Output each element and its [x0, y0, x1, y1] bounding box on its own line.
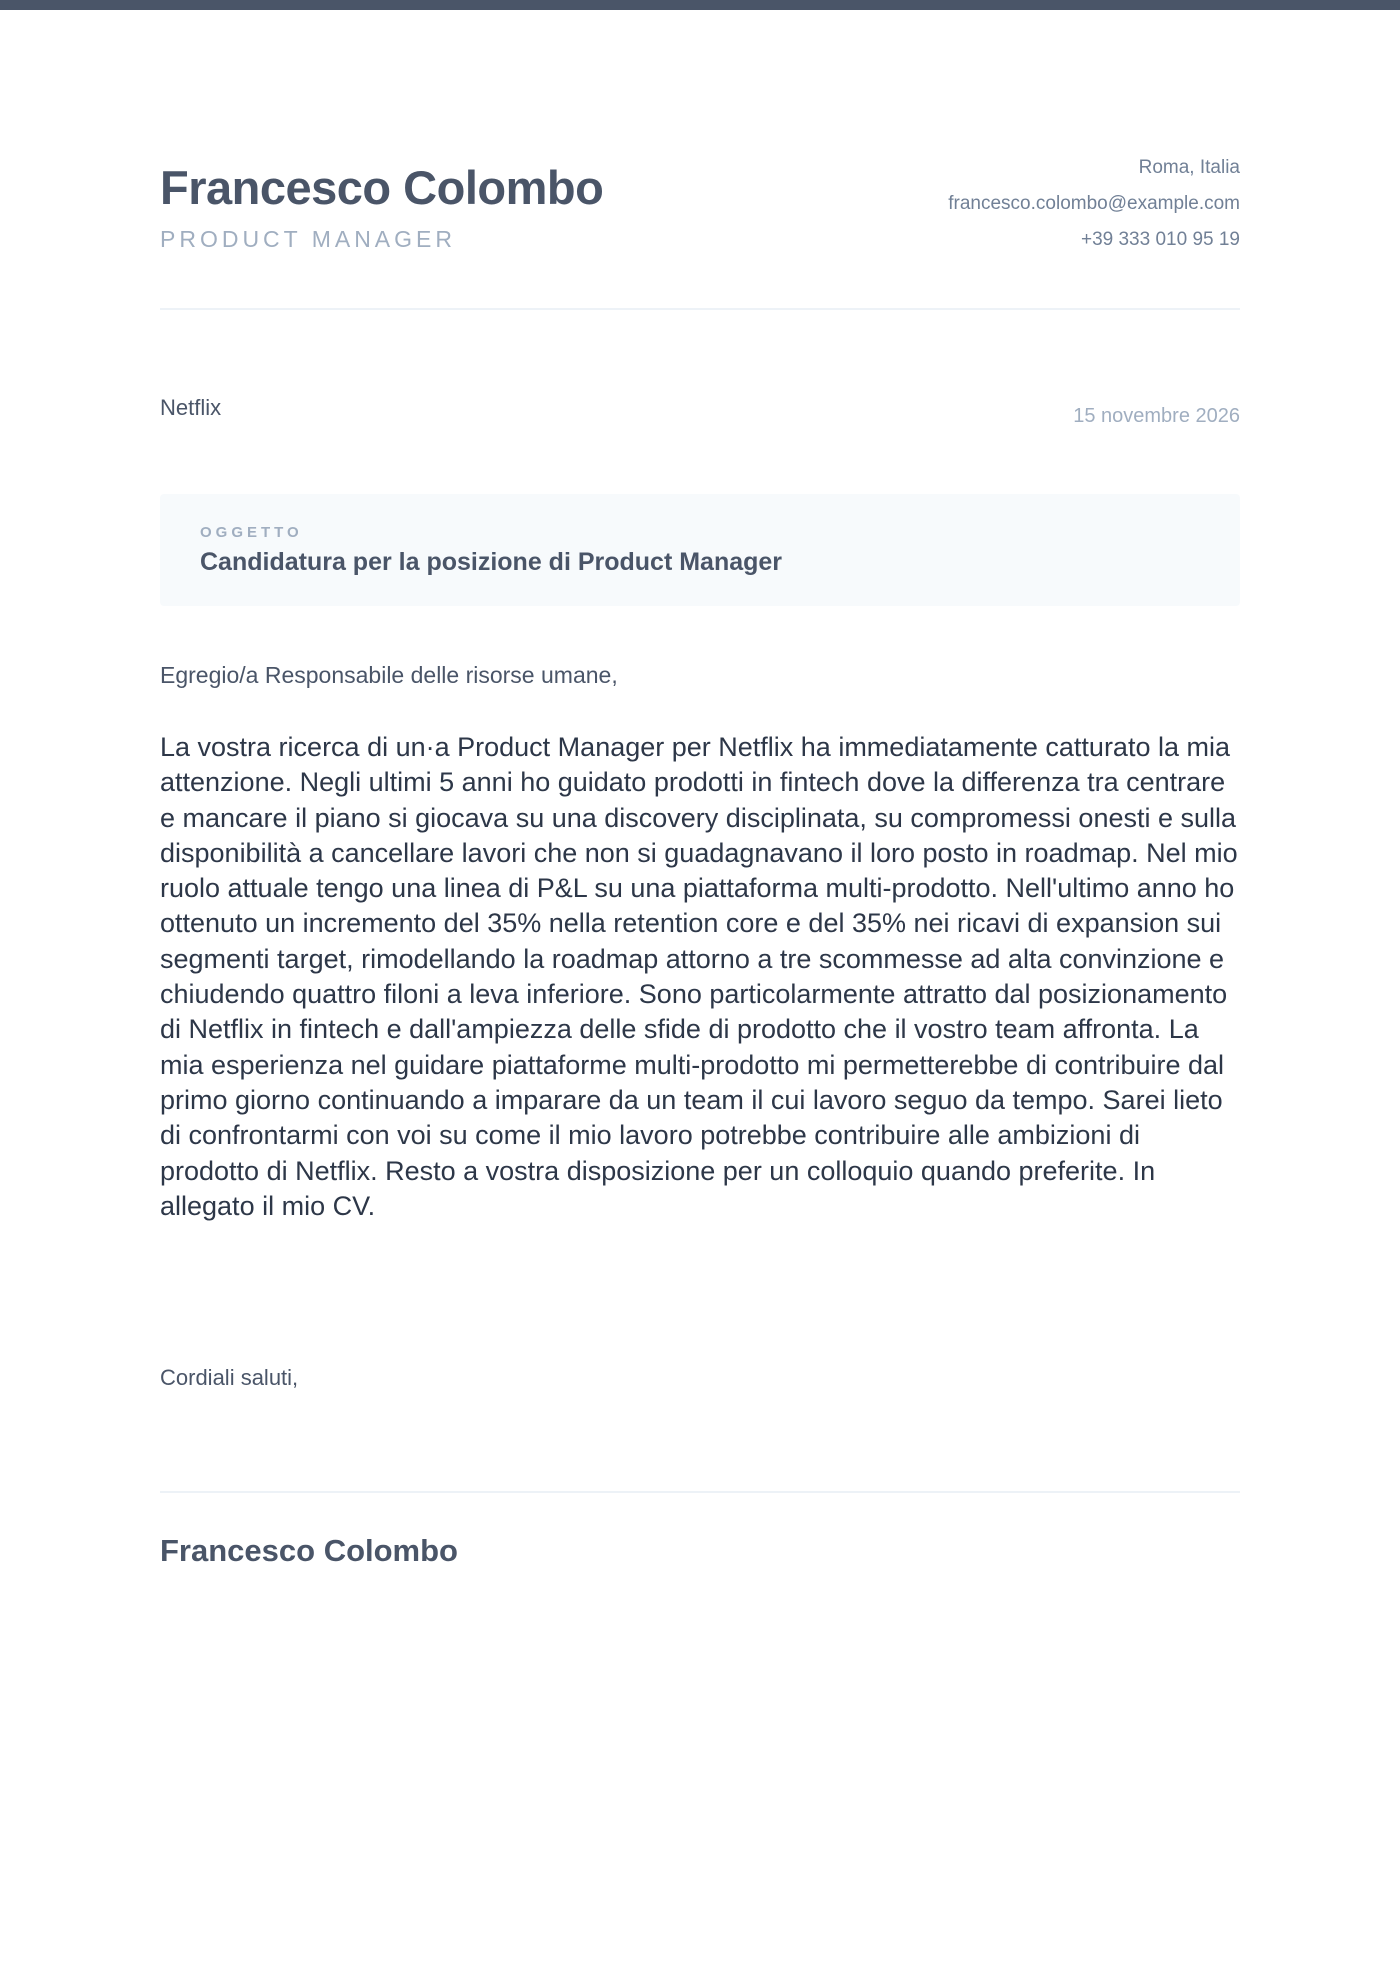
subject-label: OGGETTO [200, 524, 303, 541]
letter-closing: Cordiali saluti, [160, 1365, 299, 1390]
subject-box [160, 494, 1240, 606]
recipient-company: Netflix [160, 395, 222, 420]
letter-body: La vostra ricerca di un·a Product Manager per Netflix ha immediatamente catturato la mia attenzione. Negli ultimi 5 anni ho guidato prodotti in fintech dove la differenza tra centrare e mancare il piano si giocava su una discovery disciplinata, su compromessi onesti e sulla disponibilità a cancellare lavori che non si guadagnavano il loro posto in roadmap. Nel mio ruolo attuale tengo una linea di P&L su una piattaforma multi-prodotto. Nell'ultimo anno ho ottenuto un incremento del 35% nella retention core e del 35% nei ricavi di expansion sui segmenti target, rimodellando la roadmap attorno a tre scommesse ad alta convinzione e chiudendo quattro filoni a leva inferiore. Sono particolarmente attratto dal posizionamento di Netflix in fintech e dall'ampiezza delle sfide di prodotto che il vostro team affronta. La mia esperienza nel guidare piattaforme multi-prodotto mi permetterebbe di contribuire dal primo giorno continuando a imparare da un team il cui lavoro seguo da tempo. Sarei lieto di confrontarmi con voi su come il mio lavoro potrebbe contribuire alle ambizioni di prodotto di Netflix. Resto a vostra disposizione per un colloquio quando preferite. In allegato il mio CV. [160, 732, 1238, 1221]
contact-email: francesco.colombo@example.com [948, 193, 1240, 214]
contact-location: Roma, Italia [1138, 157, 1240, 178]
letter-greeting: Egregio/a Responsabile delle risorse umane, [160, 662, 618, 688]
signature-divider [160, 1491, 1240, 1493]
signature-name: Francesco Colombo [160, 1533, 458, 1568]
contact-block [948, 150, 1240, 258]
sender-role: PRODUCT MANAGER [160, 226, 456, 252]
sender-name: Francesco Colombo [160, 161, 604, 214]
contact-phone: +39 333 010 95 19 [1080, 229, 1240, 250]
subject-text: Candidatura per la posizione di Product Manager [200, 548, 783, 576]
letter-date: 15 novembre 2026 [1073, 405, 1240, 427]
header-divider [160, 308, 1240, 310]
letter-page [160, 0, 1240, 1980]
